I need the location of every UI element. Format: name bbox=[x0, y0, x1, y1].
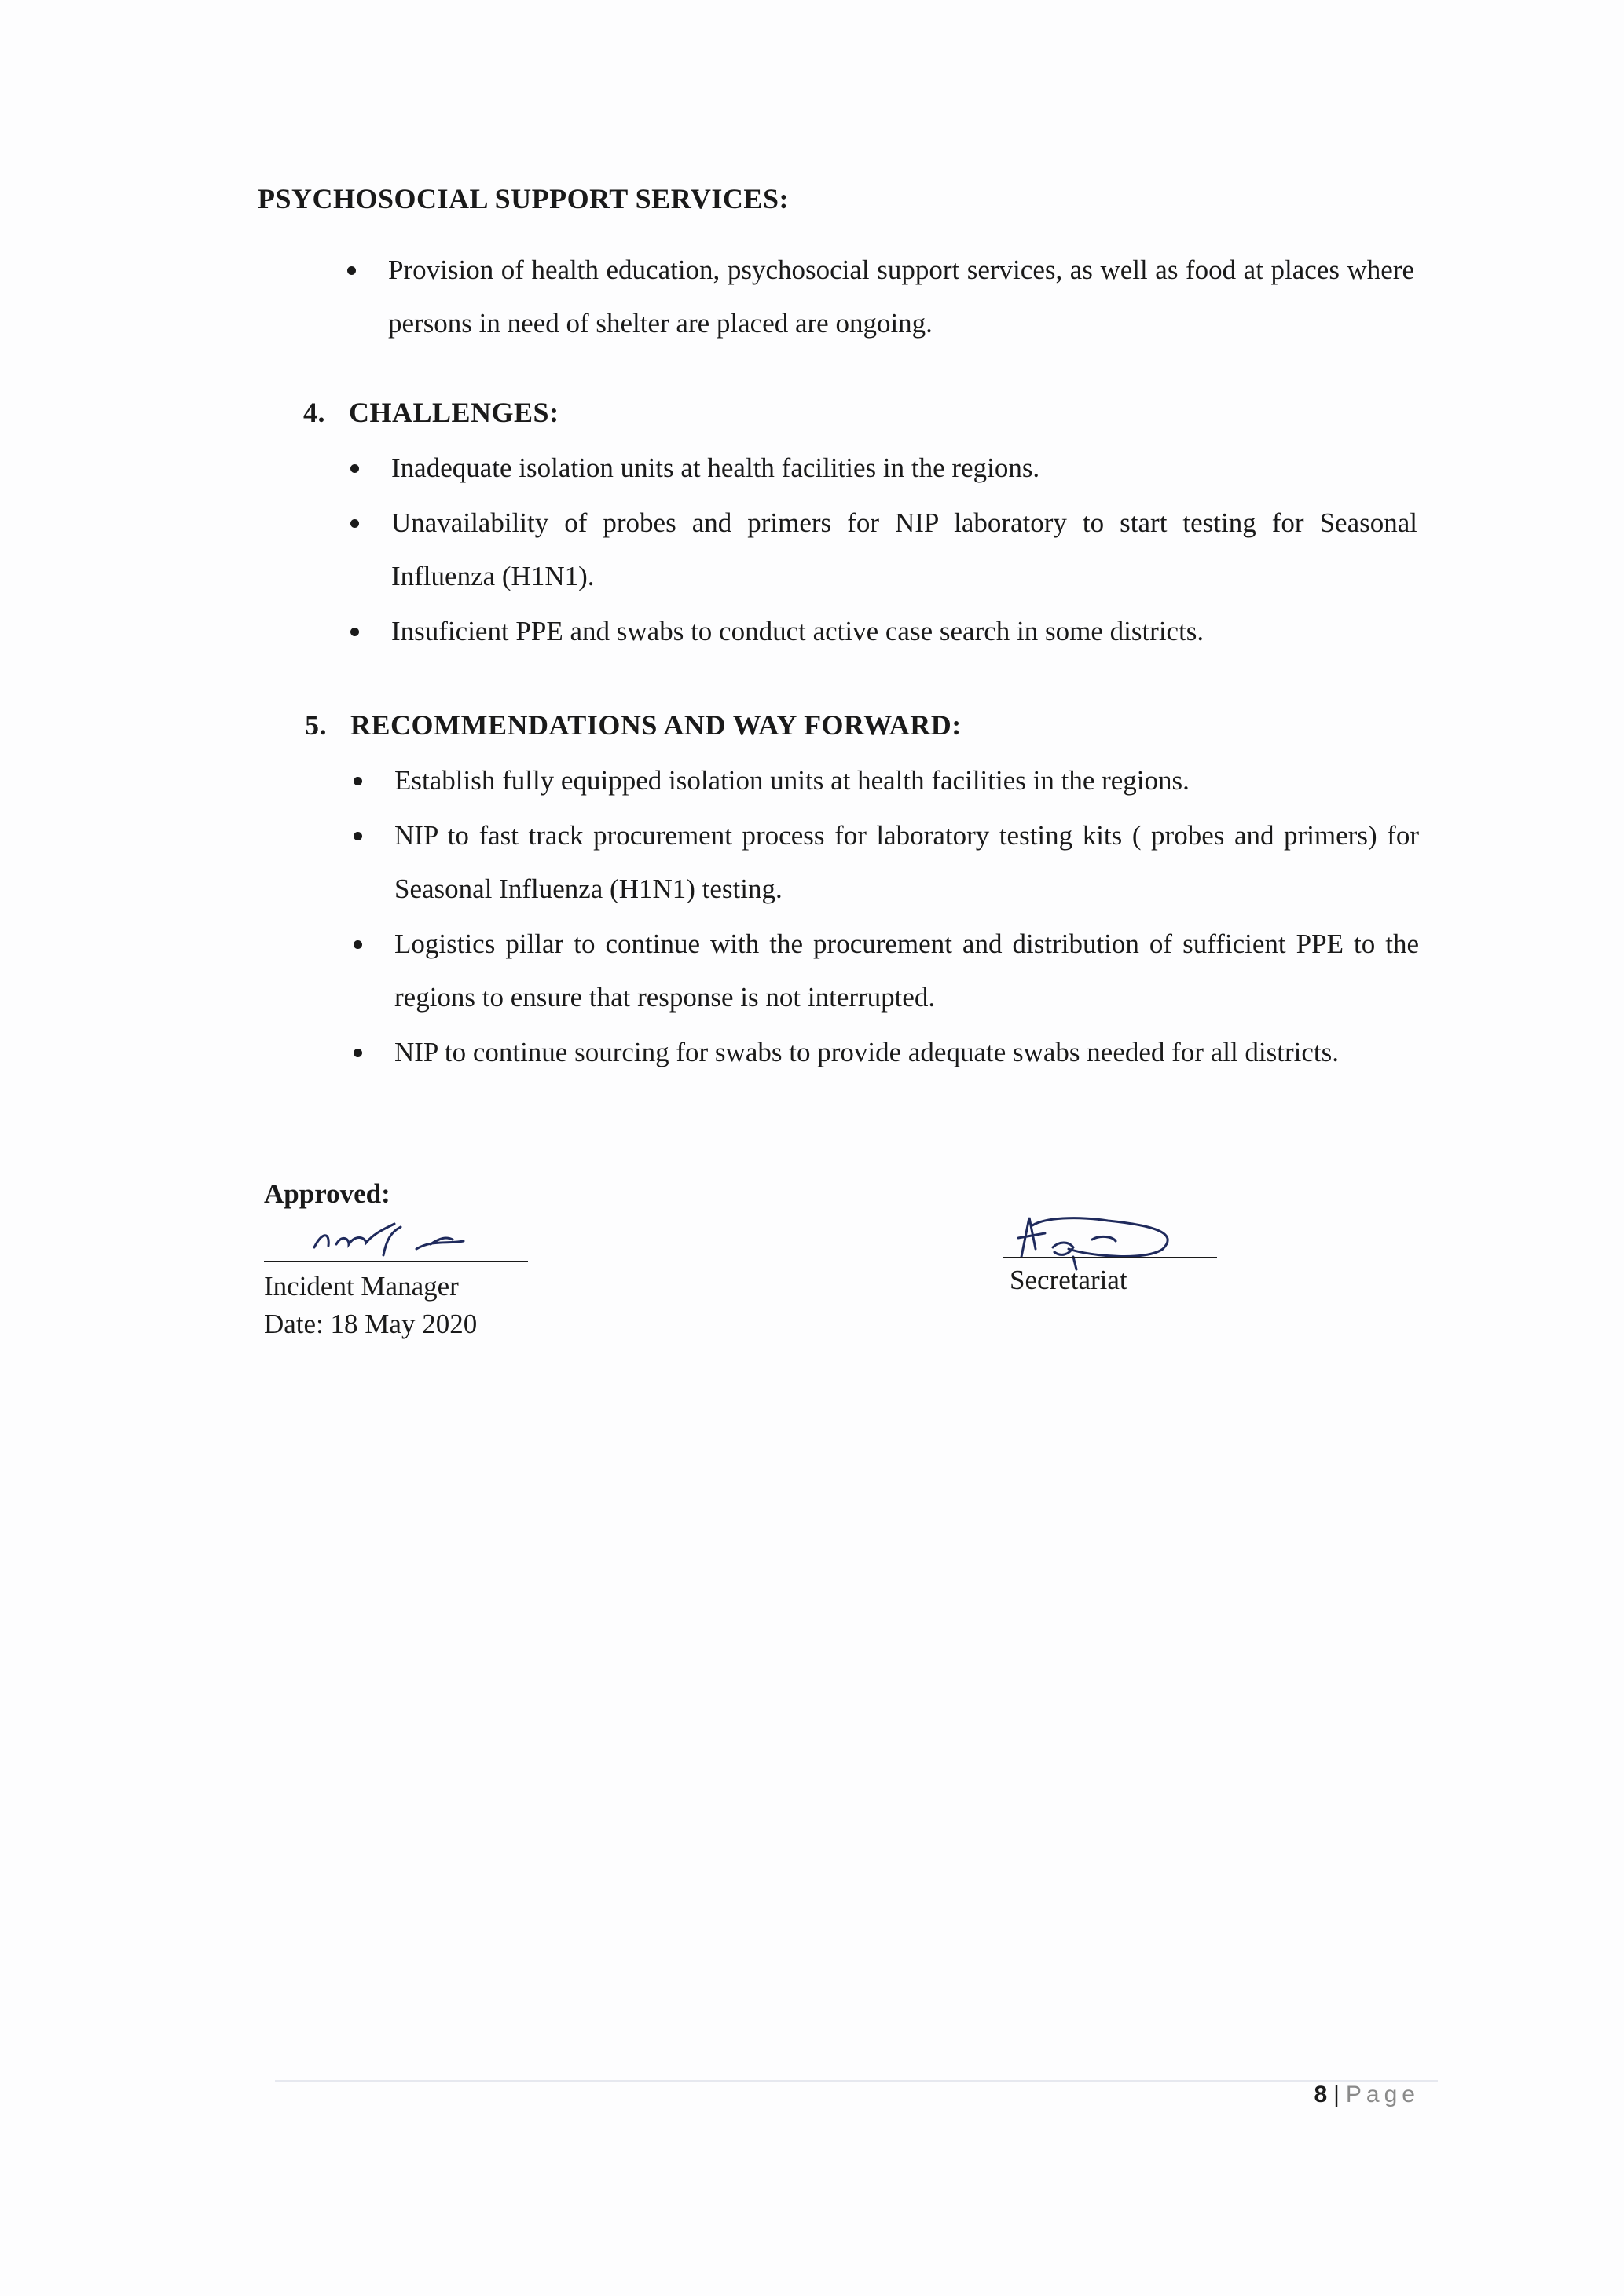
bullet-icon bbox=[354, 940, 362, 949]
footer-divider bbox=[275, 2080, 1438, 2082]
approval-date: Date: 18 May 2020 bbox=[264, 1309, 478, 1339]
section-heading-challenges bbox=[303, 396, 559, 429]
list-item: Establish fully equipped isolation units at health facilities in the regions. bbox=[346, 754, 1419, 807]
bullet-icon bbox=[354, 1049, 362, 1057]
psychosocial-list bbox=[339, 244, 1414, 352]
page-number bbox=[1314, 2082, 1420, 2108]
bullet-icon bbox=[350, 519, 359, 528]
bullet-icon bbox=[354, 777, 362, 785]
secretariat-title: Secretariat bbox=[1010, 1265, 1127, 1295]
bullet-icon bbox=[350, 628, 359, 636]
list-item: Insuficient PPE and swabs to conduct active case search in some districts. bbox=[343, 605, 1417, 658]
list-item: NIP to continue sourcing for swabs to provide adequate swabs needed for all districts. bbox=[346, 1026, 1419, 1079]
page-number-separator: | bbox=[1333, 2082, 1340, 2107]
list-item: NIP to fast track procurement process for laboratory testing kits ( probes and primers) for Seasonal Influenza (H1N1) testing. bbox=[346, 809, 1419, 916]
page-word: Page bbox=[1345, 2082, 1420, 2107]
bullet-icon bbox=[350, 464, 359, 473]
list-item: Unavailability of probes and primers for NIP laboratory to start testing for Seasonal Influenza (H1N1). bbox=[343, 496, 1417, 603]
approved-label: Approved: bbox=[264, 1178, 390, 1209]
section-title: CHALLENGES: bbox=[349, 397, 559, 428]
challenges-list bbox=[343, 441, 1417, 660]
signature-line-left bbox=[264, 1261, 528, 1262]
recommendations-list bbox=[346, 754, 1419, 1081]
incident-manager-signature bbox=[299, 1216, 503, 1263]
list-item: Inadequate isolation units at health facilities in the regions. bbox=[343, 441, 1417, 495]
section-title: RECOMMENDATIONS AND WAY FORWARD: bbox=[350, 709, 962, 741]
section-heading-psychosocial: PSYCHOSOCIAL SUPPORT SERVICES: bbox=[258, 183, 789, 214]
list-item: Provision of health education, psychosocial support services, as well as food at places where persons in need of shelter are placed are ongoing. bbox=[339, 244, 1414, 350]
incident-manager-title: Incident Manager bbox=[264, 1271, 459, 1302]
section-number: 4. bbox=[303, 397, 325, 428]
section-number: 5. bbox=[305, 709, 327, 741]
section-heading-recommendations bbox=[305, 709, 962, 742]
bullet-icon bbox=[347, 266, 356, 275]
bullet-icon bbox=[354, 832, 362, 840]
secretariat-signature bbox=[998, 1202, 1186, 1273]
list-item: Logistics pillar to continue with the procurement and distribution of sufficient PPE to the regions to ensure that response is not interrupted. bbox=[346, 917, 1419, 1024]
signature-line-right bbox=[1003, 1257, 1217, 1258]
page-number-value: 8 bbox=[1314, 2082, 1328, 2107]
